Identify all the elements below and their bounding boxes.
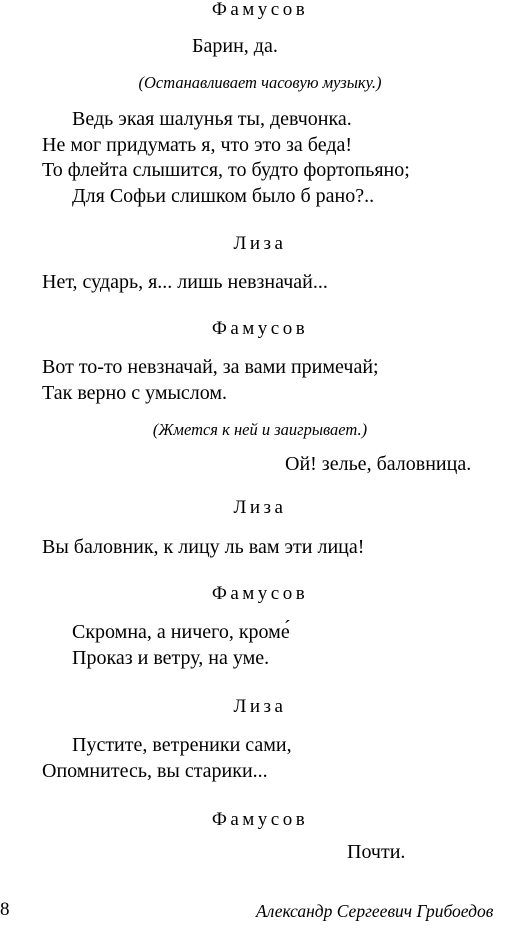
stage-direction: (Жмется к ней и заигрывает.) (152, 420, 368, 439)
verse-line: Проказ и ветру, на уме. (72, 647, 270, 669)
running-footer-author: Александр Сергеевич Грибоедов (256, 901, 494, 921)
verse-line: Так верно с умыслом. (42, 382, 228, 404)
verse-line: Вы баловник, к лицу ль вам эти лица! (42, 536, 365, 558)
speaker-name: Фамусов (211, 318, 309, 339)
speaker-name: Фамусов (211, 0, 309, 20)
verse-line: Почти. (347, 841, 406, 863)
speaker-name: Фамусов (211, 809, 309, 830)
stage-direction: (Останавливает часовую музыку.) (138, 73, 382, 92)
verse-line: Для Софьи слишком было б рано?.. (72, 185, 375, 207)
speaker-name: Лиза (233, 696, 287, 717)
verse-line: То флейта слышится, то будто фортопьяно; (42, 159, 410, 181)
verse-line: Вот то-то невзначай, за вами примечай; (42, 356, 379, 378)
verse-line: Скромна, а ничего, кроме́ (72, 621, 290, 643)
verse-line: Ой! зелье, баловница. (285, 453, 472, 475)
verse-line: Нет, сударь, я... лишь невзначай... (42, 271, 328, 293)
verse-line: Пустите, ветреники сами, (72, 734, 292, 756)
speaker-name: Лиза (233, 497, 287, 518)
page-number: 8 (0, 899, 10, 920)
verse-line: Ведь экая шалунья ты, девчонка. (72, 108, 352, 130)
speaker-name: Фамусов (211, 583, 309, 604)
verse-line: Барин, да. (192, 35, 278, 57)
verse-line: Опомнитесь, вы старики... (42, 760, 268, 782)
verse-line: Не мог придумать я, что это за беда! (42, 134, 353, 156)
speaker-name: Лиза (233, 233, 287, 254)
